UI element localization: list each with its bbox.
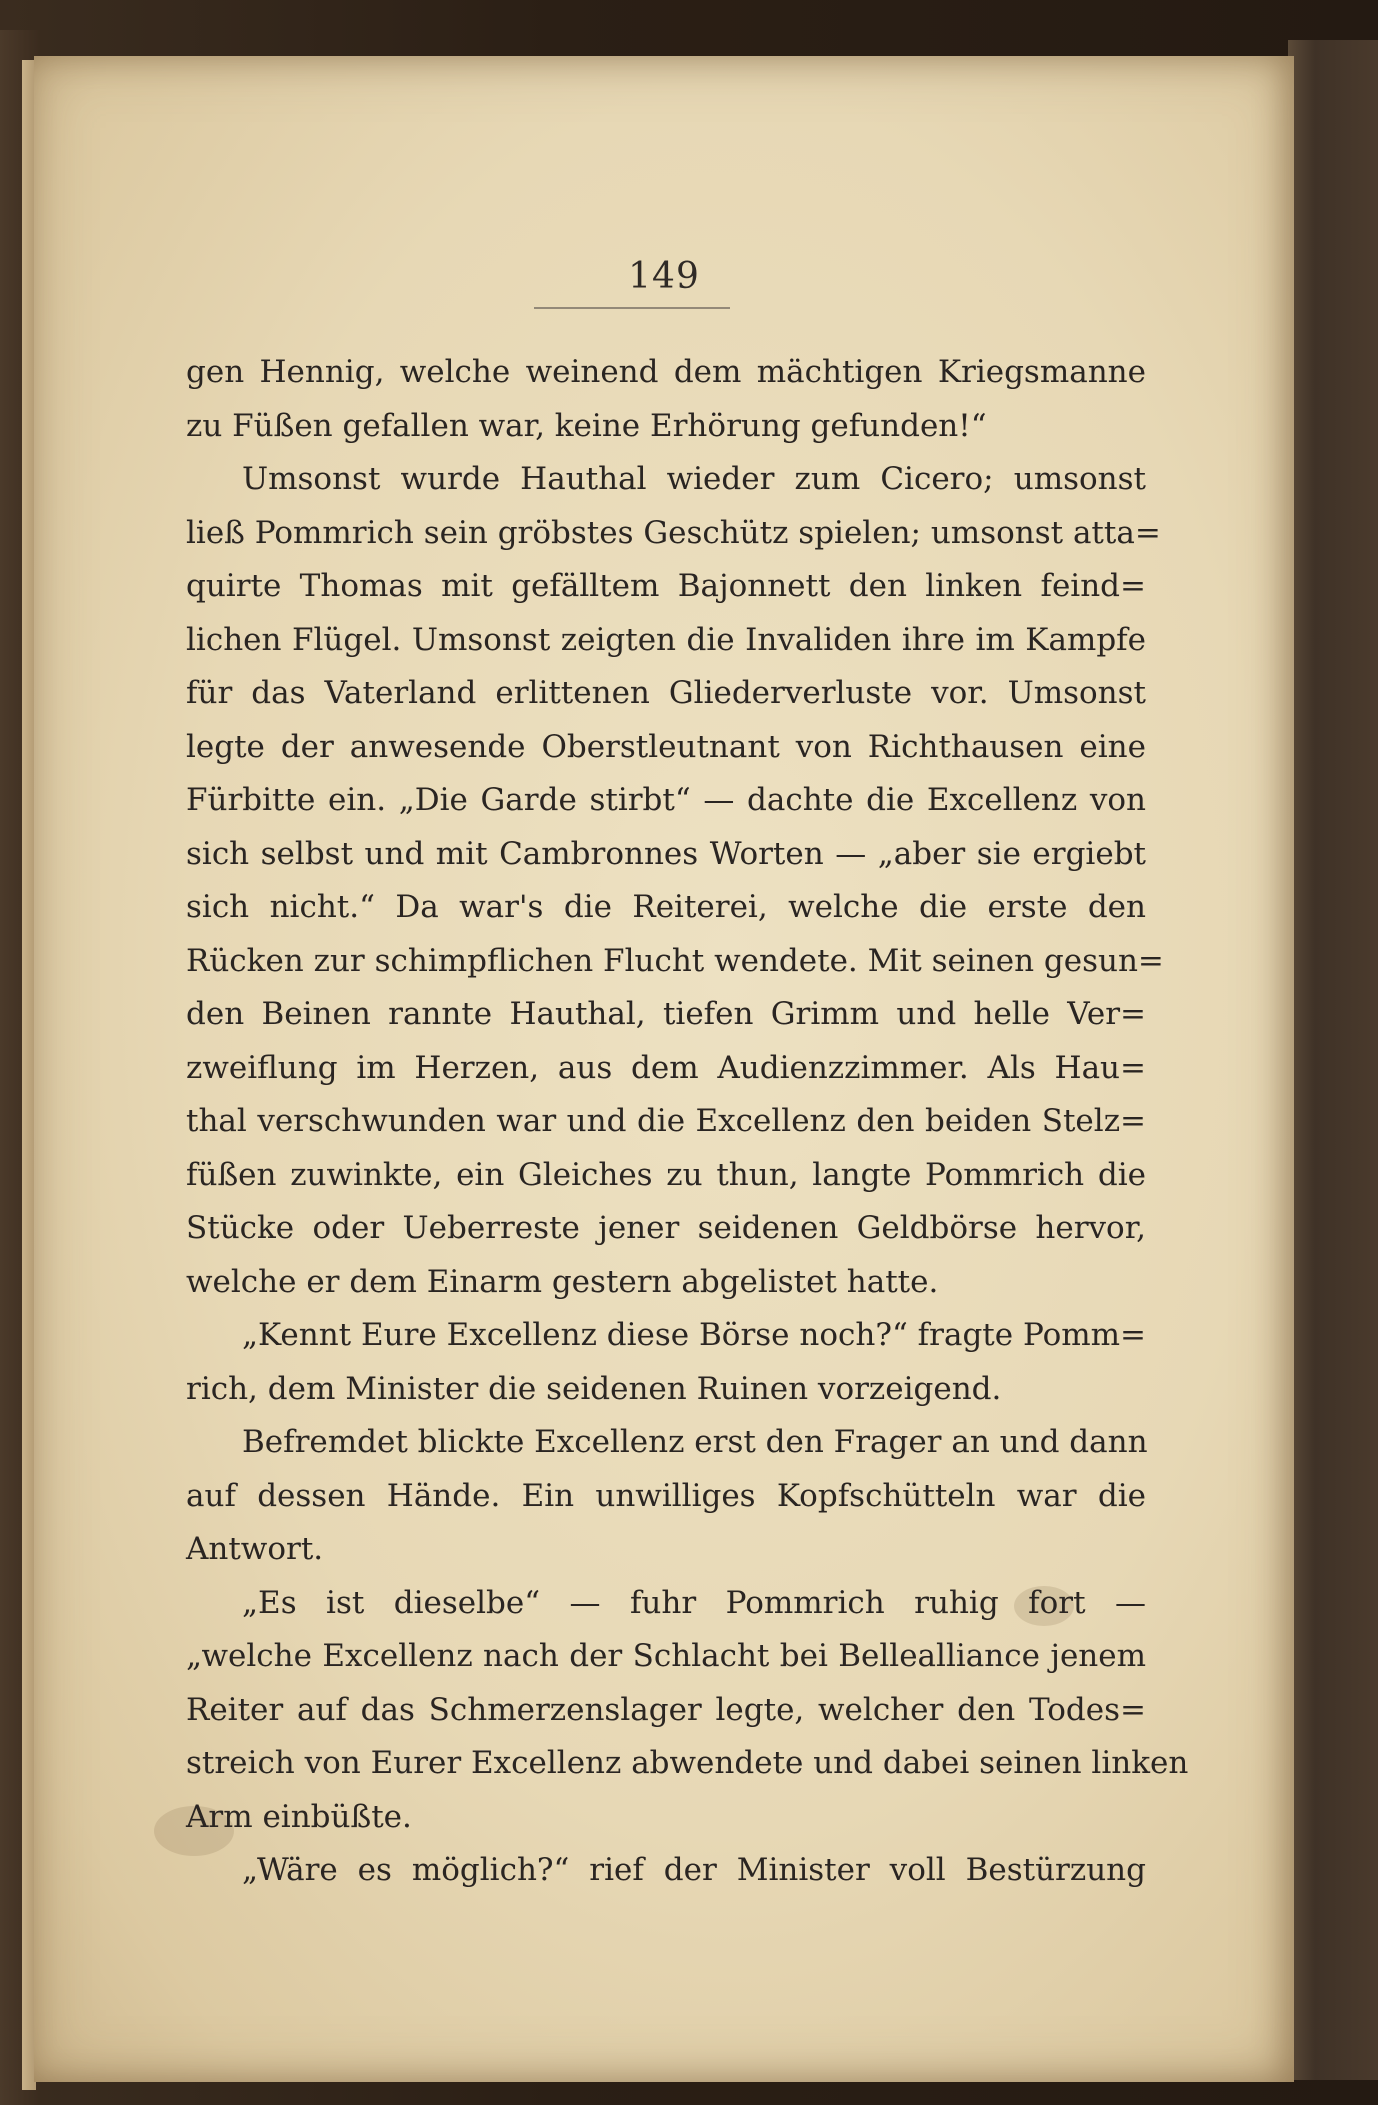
text-line: Arm einbüßte.: [186, 1798, 412, 1835]
text-line: Reiter auf das Schmerzenslager legte, welcher den Todes=: [186, 1691, 1146, 1728]
text-line: auf dessen Hände. Ein unwilliges Kopfschütteln war die: [186, 1477, 1146, 1514]
text-line: welche er dem Einarm gestern abgelistet hatte.: [186, 1263, 939, 1300]
text-line: „Kennt Eure Excellenz diese Börse noch?“ fragte Pomm=: [242, 1317, 1146, 1353]
text-line: Stücke oder Ueberreste jener seidenen Geldbörse hervor,: [186, 1210, 1146, 1246]
text-line: ließ Pommrich sein gröbstes Geschütz spielen; umsonst atta=: [186, 514, 1161, 551]
text-line: streich von Eurer Excellenz abwendete und dabei seinen linken: [186, 1745, 1189, 1781]
text-line: Rücken zur schimpflichen Flucht wendete. Mit seinen gesun=: [186, 942, 1164, 979]
book-page: [34, 56, 1294, 2082]
text-line: sich selbst und mit Cambronnes Worten — „aber sie ergiebt: [186, 835, 1146, 872]
page-number: 149: [628, 256, 700, 297]
text-line: legte der anwesende Oberstleutnant von Richthausen eine: [186, 728, 1146, 765]
text-line: für das Vaterland erlittenen Gliederverluste vor. Umsonst: [186, 675, 1146, 711]
text-line: zweiflung im Herzen, aus dem Audienzzimmer. Als Hau=: [186, 1049, 1146, 1086]
text-line: „welche Excellenz nach der Schlacht bei Bellealliance jenem: [186, 1638, 1146, 1674]
text-line: rich, dem Minister die seidenen Ruinen vorzeigend.: [186, 1370, 1002, 1407]
text-line: gen Hennig, welche weinend dem mächtigen Kriegsmanne: [186, 354, 1146, 390]
header-rule: [534, 307, 730, 309]
text-line: „Es ist dieselbe“ — fuhr Pommrich ruhig fort —: [242, 1584, 1146, 1621]
text-line: Antwort.: [186, 1531, 324, 1567]
text-line: Umsonst wurde Hauthal wieder zum Cicero; umsonst: [242, 461, 1146, 497]
text-line: lichen Flügel. Umsonst zeigten die Invaliden ihre im Kampfe: [186, 621, 1146, 658]
text-line: zu Füßen gefallen war, keine Erhörung gefunden!“: [186, 407, 987, 444]
text-line: Fürbitte ein. „Die Garde stirbt“ — dachte die Excellenz von: [186, 782, 1146, 818]
text-line: füßen zuwinkte, ein Gleiches zu thun, langte Pommrich die: [186, 1156, 1146, 1193]
body-text: [186, 346, 1189, 1898]
text-line: quirte Thomas mit gefälltem Bajonnett den linken feind=: [186, 568, 1146, 604]
text-line: thal verschwunden war und die Excellenz den beiden Stelz=: [186, 1103, 1146, 1139]
text-line: den Beinen rannte Hauthal, tiefen Grimm und helle Ver=: [186, 996, 1146, 1032]
text-line: Befremdet blickte Excellenz erst den Frager an und dann: [242, 1424, 1148, 1460]
text-line: „Wäre es möglich?“ rief der Minister voll Bestürzung: [242, 1852, 1146, 1888]
book-cover-right: [1288, 40, 1378, 2080]
text-line: sich nicht.“ Da war's die Reiterei, welche die erste den: [186, 889, 1146, 925]
